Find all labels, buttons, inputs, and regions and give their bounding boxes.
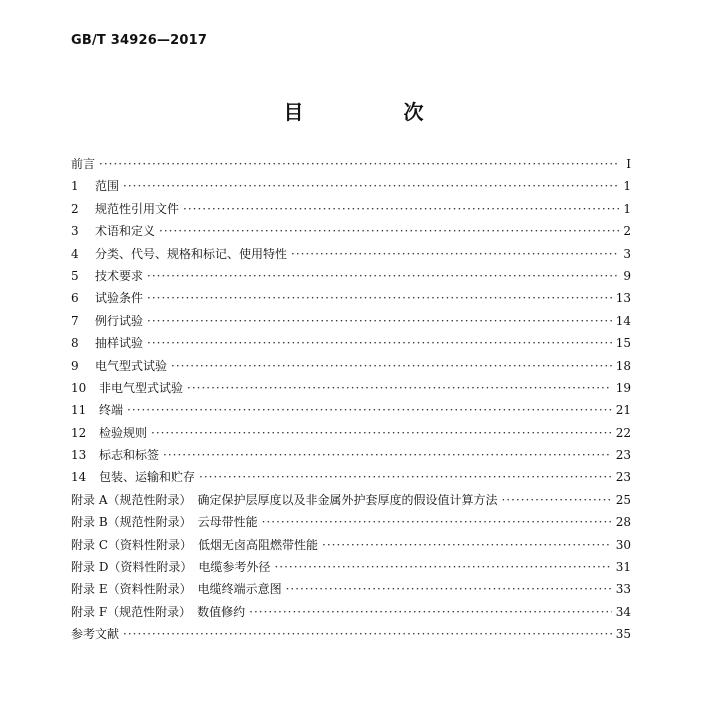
toc-entry-number: 4 xyxy=(71,246,79,261)
toc-entry[interactable] xyxy=(71,601,631,623)
toc-entry[interactable] xyxy=(71,243,631,265)
toc-entry-page: 13 xyxy=(615,291,631,306)
toc-entry-label: 分类、代号、规格和标记、使用特性 xyxy=(95,246,288,261)
dot-leader xyxy=(322,534,612,556)
toc-entry[interactable] xyxy=(71,399,631,421)
toc-entry-label: 技术要求 xyxy=(95,268,144,283)
toc-entry-page: 19 xyxy=(615,380,631,395)
toc-entry-label: 电气型式试验 xyxy=(95,358,168,373)
dot-leader xyxy=(147,265,619,287)
dot-leader xyxy=(274,556,611,578)
toc-entry-number: 12 xyxy=(71,425,87,440)
toc-entry[interactable] xyxy=(71,220,631,242)
toc-entry-label: 附录 D（资料性附录） 电缆参考外径 xyxy=(71,560,271,575)
toc-entry-number: 1 xyxy=(71,179,79,194)
toc-entry-number: 6 xyxy=(71,291,79,306)
toc-entry[interactable] xyxy=(71,265,631,287)
toc-entry-label: 附录 E（资料性附录） 电缆终端示意图 xyxy=(71,582,282,597)
toc-entry[interactable] xyxy=(71,534,631,556)
toc-entry-page: 15 xyxy=(615,336,631,351)
dot-leader xyxy=(286,578,612,600)
dot-leader xyxy=(123,175,619,197)
toc-entry-page: 25 xyxy=(615,492,631,507)
toc-entry-page: 34 xyxy=(615,604,631,619)
toc-entry[interactable] xyxy=(71,332,631,354)
dot-leader xyxy=(199,466,612,488)
toc-entry[interactable] xyxy=(71,489,631,511)
toc-entry[interactable] xyxy=(71,310,631,332)
dot-leader xyxy=(501,489,611,511)
toc-entry-label: 参考文献 xyxy=(71,627,120,642)
toc-entry-label: 标志和标签 xyxy=(99,448,160,463)
toc-entry-label: 附录 B（规范性附录） 云母带性能 xyxy=(71,515,258,530)
dot-leader xyxy=(262,511,612,533)
toc-entry-number: 8 xyxy=(71,336,79,351)
toc-entry-number: 5 xyxy=(71,268,79,283)
toc-entry-label: 附录 F（规范性附录） 数值修约 xyxy=(71,604,246,619)
dot-leader xyxy=(183,198,619,220)
toc-entry-number: 10 xyxy=(71,380,87,395)
toc-entry-page: 30 xyxy=(615,537,631,552)
toc-entry[interactable] xyxy=(71,466,631,488)
dot-leader xyxy=(147,310,612,332)
toc-entry-page: 35 xyxy=(615,627,631,642)
toc-entry-label: 附录 C（资料性附录） 低烟无卤高阻燃带性能 xyxy=(71,537,318,552)
toc-entry-label: 包装、运输和贮存 xyxy=(99,470,196,485)
toc-entry-label: 范围 xyxy=(95,179,120,194)
toc-entry[interactable] xyxy=(71,556,631,578)
dot-leader xyxy=(99,153,619,175)
toc-entry-page: 23 xyxy=(615,470,631,485)
toc-entry-page: Ⅰ xyxy=(626,157,631,171)
dot-leader xyxy=(147,332,612,354)
toc-entry-label: 非电气型式试验 xyxy=(99,380,184,395)
toc-entry-label: 规范性引用文件 xyxy=(95,201,180,216)
toc-entry-label: 例行试验 xyxy=(95,313,144,328)
toc-entry-number: 14 xyxy=(71,470,87,485)
toc-entry-label: 终端 xyxy=(99,403,124,418)
dot-leader xyxy=(249,601,612,623)
toc-entry-label: 术语和定义 xyxy=(95,224,156,239)
toc-entry-label: 试验条件 xyxy=(95,291,144,306)
toc-entry-page: 31 xyxy=(615,560,631,575)
dot-leader xyxy=(187,377,612,399)
toc-entry-page: 3 xyxy=(623,246,631,261)
toc-entry-number: 11 xyxy=(71,403,87,418)
toc-entry[interactable] xyxy=(71,175,631,197)
toc-entry-number: 9 xyxy=(71,358,79,373)
toc-entry[interactable] xyxy=(71,377,631,399)
toc-entry[interactable] xyxy=(71,287,631,309)
toc-entry[interactable] xyxy=(71,578,631,600)
dot-leader xyxy=(291,243,619,265)
table-of-contents xyxy=(71,153,631,646)
toc-entry-page: 2 xyxy=(623,224,631,239)
toc-entry-page: 9 xyxy=(623,268,631,283)
toc-entry-number: 7 xyxy=(71,313,79,328)
page-title: 目 次 xyxy=(283,100,464,124)
toc-entry[interactable] xyxy=(71,422,631,444)
toc-entry-label: 抽样试验 xyxy=(95,336,144,351)
toc-entry-label: 前言 xyxy=(71,157,96,171)
toc-entry-page: 33 xyxy=(615,582,631,597)
toc-entry-page: 1 xyxy=(623,201,631,216)
toc-entry-page: 14 xyxy=(615,313,631,328)
dot-leader xyxy=(147,287,612,309)
standard-code: GB/T 34926—2017 xyxy=(71,33,208,48)
toc-entry[interactable] xyxy=(71,355,631,377)
toc-entry-page: 22 xyxy=(615,425,631,440)
toc-entry[interactable] xyxy=(71,444,631,466)
toc-entry-label: 检验规则 xyxy=(99,425,148,440)
dot-leader xyxy=(127,399,612,421)
dot-leader xyxy=(159,220,619,242)
dot-leader xyxy=(171,355,612,377)
toc-entry-number: 13 xyxy=(71,448,87,463)
toc-entry-number: 3 xyxy=(71,224,79,239)
toc-entry[interactable] xyxy=(71,623,631,645)
toc-entry[interactable] xyxy=(71,511,631,533)
toc-entry-number: 2 xyxy=(71,201,79,216)
toc-entry-label: 附录 A（规范性附录） 确定保护层厚度以及非金属外护套厚度的假设值计算方法 xyxy=(71,492,498,507)
dot-leader xyxy=(123,623,612,645)
toc-entry-page: 21 xyxy=(615,403,631,418)
toc-entry[interactable] xyxy=(71,153,631,175)
toc-entry[interactable] xyxy=(71,198,631,220)
toc-entry-page: 18 xyxy=(615,358,631,373)
dot-leader xyxy=(151,422,612,444)
toc-entry-page: 1 xyxy=(623,179,631,194)
toc-entry-page: 23 xyxy=(615,448,631,463)
dot-leader xyxy=(163,444,612,466)
toc-entry-page: 28 xyxy=(615,515,631,530)
